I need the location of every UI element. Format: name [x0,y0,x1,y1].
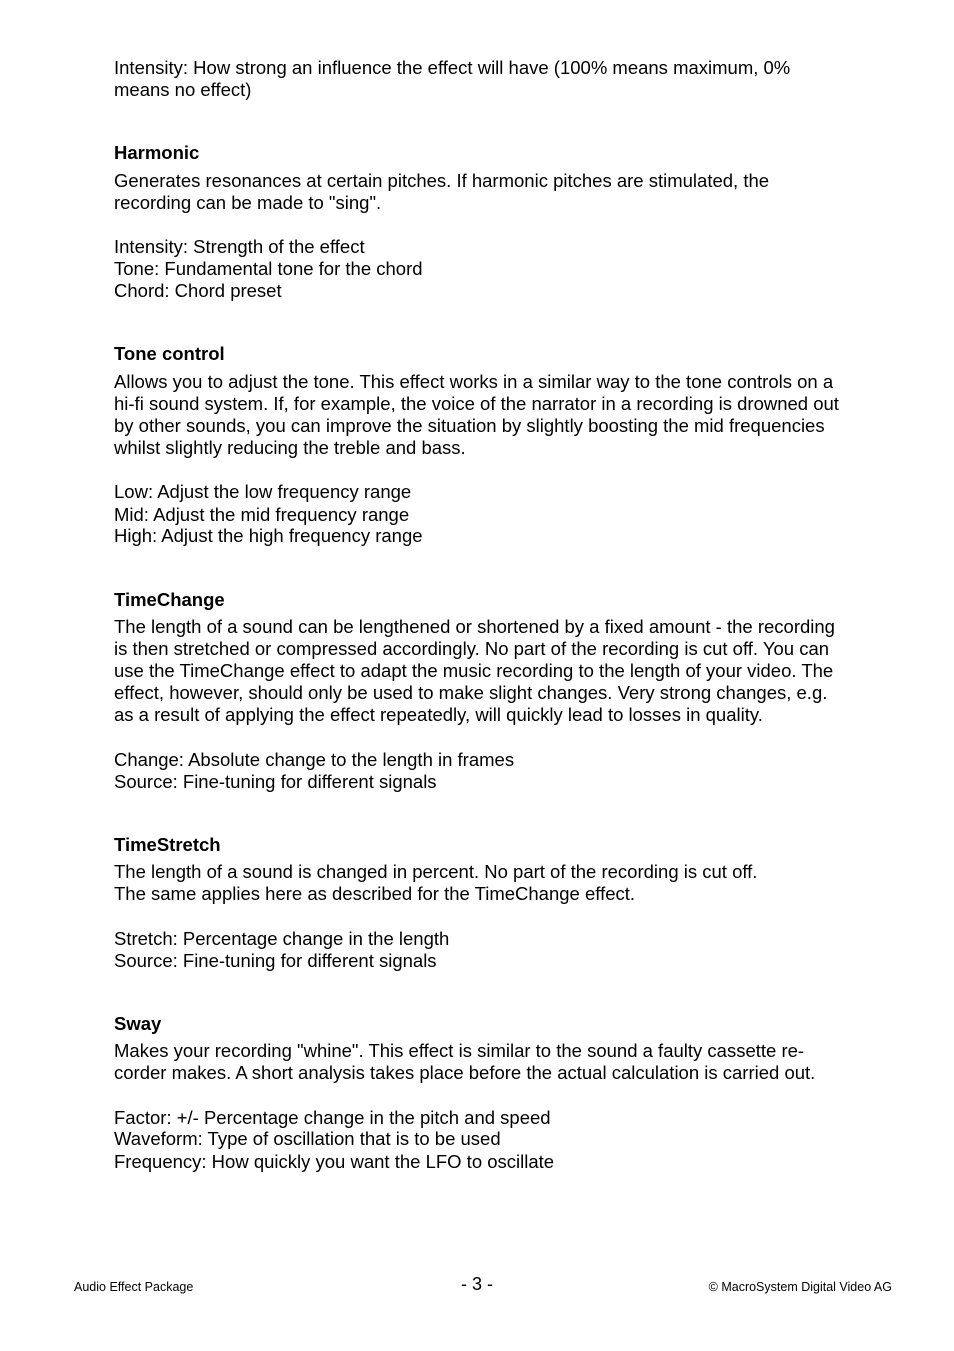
harmonic-desc-1: Generates resonances at certain pitches. If harmonic pitches are stimulated, the [114,170,770,191]
tone-control-desc-4: whilst slightly reducing the treble and bass. [114,437,466,458]
footer-document-title: Audio Effect Package [74,1280,194,1294]
timechange-desc-4: effect, however, should only be used to make slight changes. Very strong changes, e.g. [114,682,828,703]
timestretch-param-source: Source: Fine-tuning for different signals [114,950,437,971]
timechange-param-source: Source: Fine-tuning for different signals [114,771,437,792]
timechange-desc-5: as a result of applying the effect repeatedly, will quickly lead to losses in quality. [114,704,763,725]
section-title-tone-control: Tone control [114,343,225,364]
footer-copyright: © MacroSystem Digital Video AG [708,1280,892,1294]
sway-desc-2: corder makes. A short analysis takes place before the actual calculation is carried out. [114,1062,816,1083]
section-title-timestretch: TimeStretch [114,834,221,855]
harmonic-param-tone: Tone: Fundamental tone for the chord [114,258,423,279]
tone-control-desc-3: by other sounds, you can improve the situation by slightly boosting the mid frequencies [114,415,825,436]
tone-control-desc-2: hi-fi sound system. If, for example, the voice of the narrator in a recording is drowned out [114,393,839,414]
timestretch-desc-2: The same applies here as described for the TimeChange effect. [114,883,636,904]
harmonic-param-intensity: Intensity: Strength of the effect [114,236,365,257]
timechange-desc-1: The length of a sound can be lengthened or shortened by a fixed amount - the recording [114,616,835,637]
tone-control-param-mid: Mid: Adjust the mid frequency range [114,504,410,525]
tone-control-desc-1: Allows you to adjust the tone. This effect works in a similar way to the tone controls on a [114,371,834,392]
harmonic-desc-2: recording can be made to "sing". [114,192,382,213]
tone-control-param-high: High: Adjust the high frequency range [114,525,423,546]
timechange-desc-3: use the TimeChange effect to adapt the music recording to the length of your video. The [114,660,834,681]
sway-param-frequency: Frequency: How quickly you want the LFO to oscillate [114,1151,555,1172]
intro-line-1: Intensity: How strong an influence the effect will have (100% means maximum, 0% [114,57,791,78]
sway-desc-1: Makes your recording "whine". This effect is similar to the sound a faulty cassette re- [114,1040,805,1061]
section-title-sway: Sway [114,1013,162,1034]
section-title-harmonic: Harmonic [114,142,200,163]
timestretch-param-stretch: Stretch: Percentage change in the length [114,928,450,949]
timechange-param-change: Change: Absolute change to the length in frames [114,749,515,770]
section-title-timechange: TimeChange [114,589,225,610]
sway-param-factor: Factor: +/- Percentage change in the pitch and speed [114,1107,551,1128]
harmonic-param-chord: Chord: Chord preset [114,280,282,301]
timestretch-desc-1: The length of a sound is changed in percent. No part of the recording is cut off. [114,861,758,882]
sway-param-waveform: Waveform: Type of oscillation that is to be used [114,1128,501,1149]
tone-control-param-low: Low: Adjust the low frequency range [114,481,412,502]
timechange-desc-2: is then stretched or compressed accordingly. No part of the recording is cut off. You can [114,638,830,659]
intro-line-2: means no effect) [114,79,252,100]
footer-page-number: - 3 - [460,1274,493,1294]
